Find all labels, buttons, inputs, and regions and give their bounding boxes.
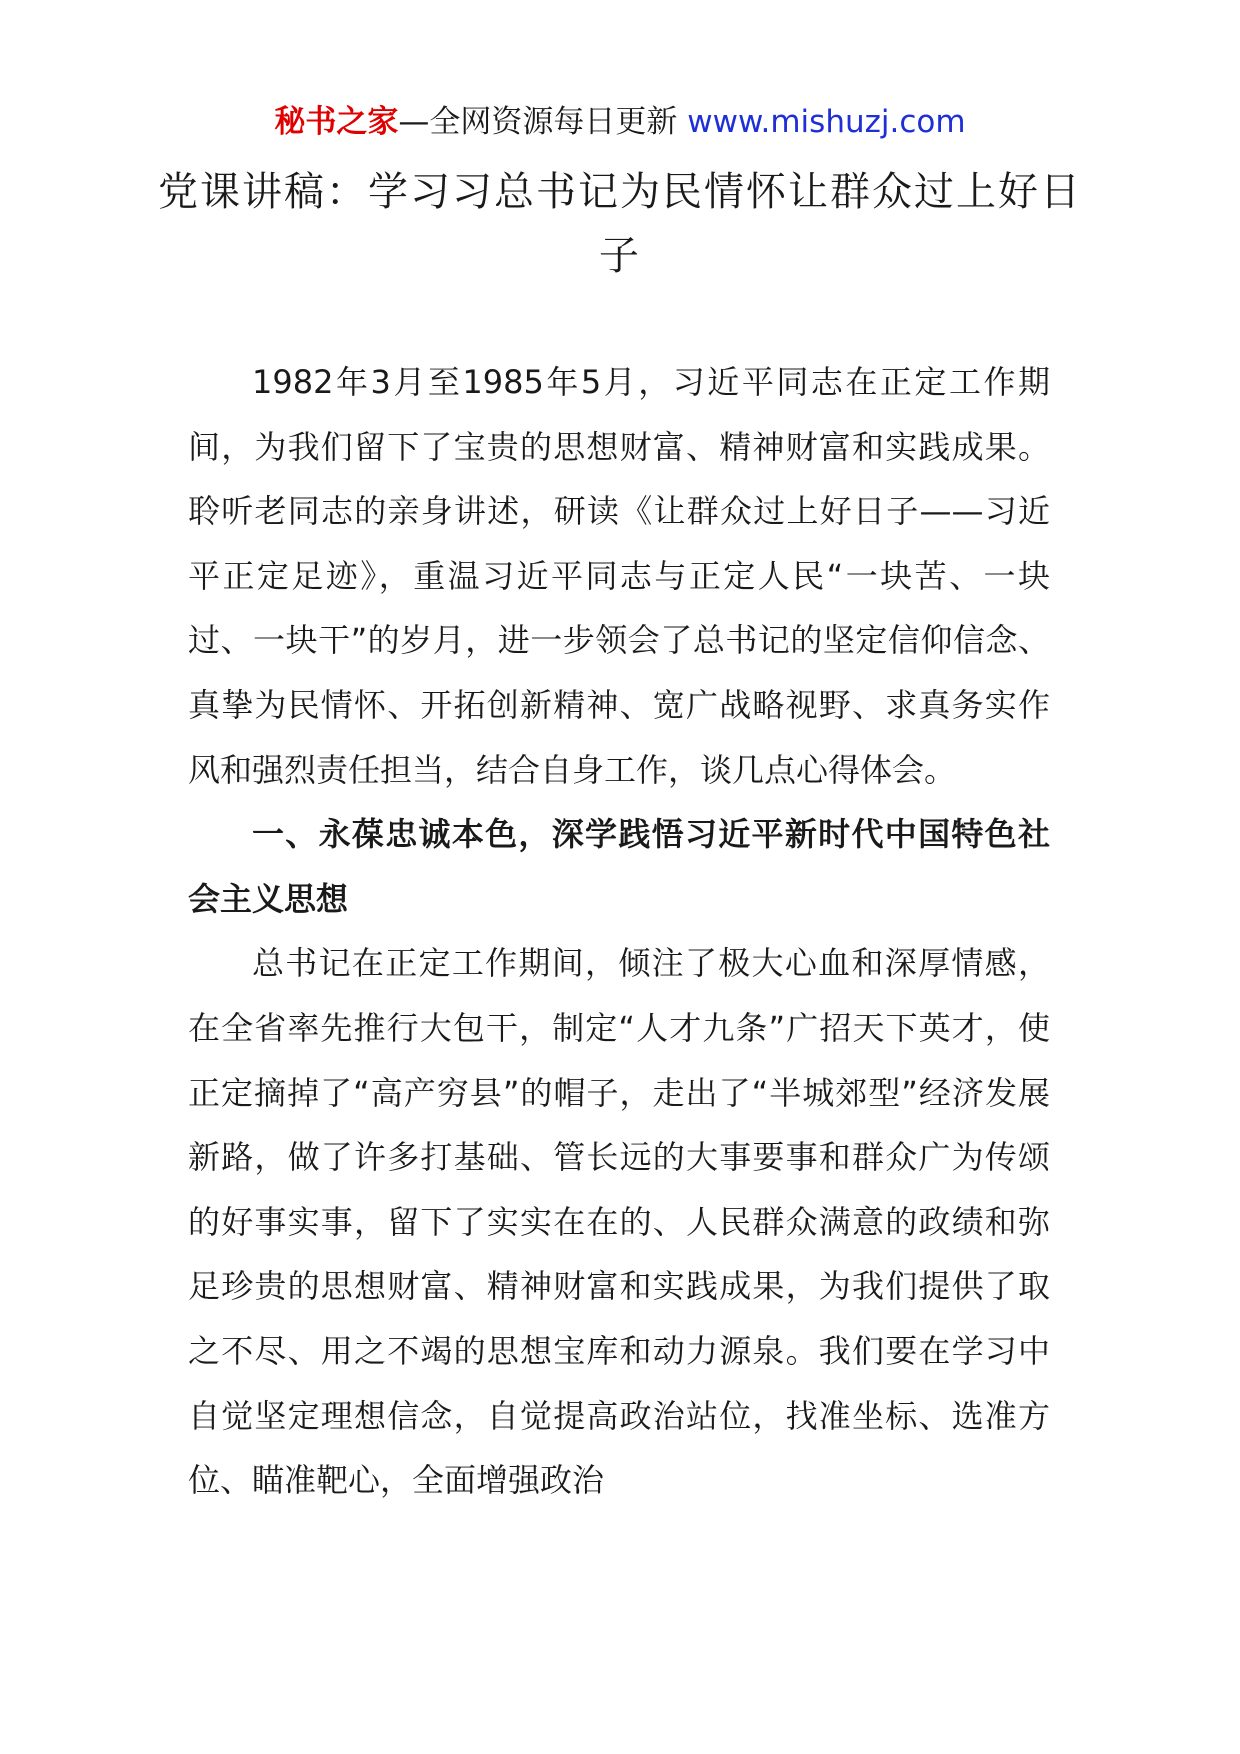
site-header <box>0 100 1240 144</box>
document-body <box>188 350 1050 1513</box>
paragraph-intro: 1982年3月至1985年5月，习近平同志在正定工作期间，为我们留下了宝贵的思想财富、精神财富和实践成果。聆听老同志的亲身讲述，研读《让群众过上好日子——习近平正定足迹》，重温习近平同志与正定人民“一块苦、一块过、一块干”的岁月，进一步领会了总书记的坚定信仰信念、真挚为民情怀、开拓创新精神、宽广战略视野、求真务实作风和强烈责任担当，结合自身工作，谈几点心得体会。 <box>188 363 1050 789</box>
brand-name: 秘书之家 <box>274 104 399 140</box>
paragraph-section-1: 总书记在正定工作期间，倾注了极大心血和深厚情感，在全省率先推行大包干，制定“人才九条”广招天下英才，使正定摘掉了“高产穷县”的帽子，走出了“半城郊型”经济发展新路，做了许多打基础、管长远的大事要事和群众广为传颂的好事实事，留下了实实在在的、人民群众满意的政绩和弥足珍贵的思想财富、精神财富和实践成果，为我们提供了取之不尽、用之不竭的思想宝库和动力源泉。我们要在学习中自觉坚定理想信念，自觉提高政治站位，找准坐标、选准方位、瞄准靶心，全面增强政治 <box>188 944 1050 1500</box>
section-heading-1: 一、永葆忠诚本色，深学践悟习近平新时代中国特色社会主义思想 <box>188 815 1050 918</box>
site-tagline: —全网资源每日更新 <box>398 104 688 140</box>
site-url-link[interactable]: www.mishuzj.com <box>687 104 966 140</box>
document-title: 党课讲稿：学习习总书记为民情怀让群众过上好日子 <box>158 169 1082 279</box>
